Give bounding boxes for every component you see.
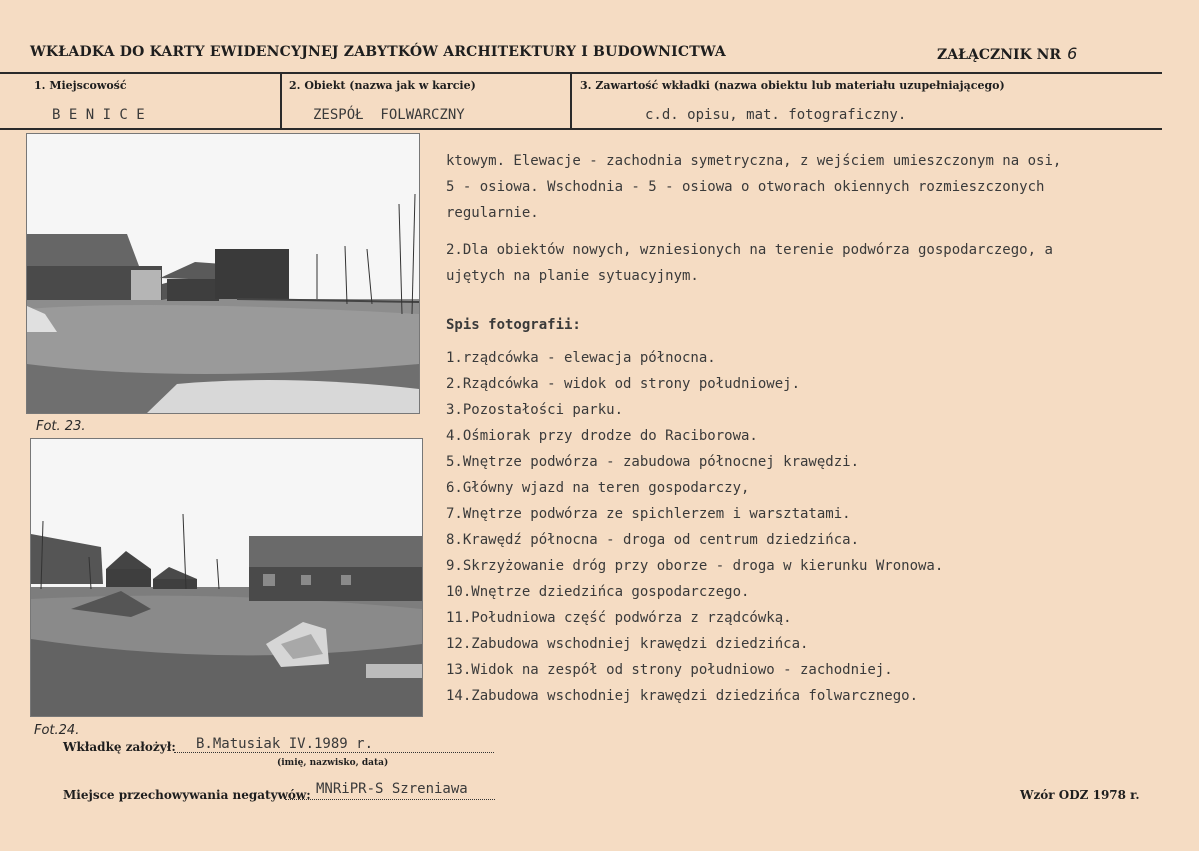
photo-list [446,345,943,709]
photo-23-image [27,134,419,413]
form-version-note: Wzór ODZ 1978 r. [1020,788,1140,802]
photo-list-item: 10.Wnętrze dziedzińca gospodarczego. [446,584,750,600]
photo-23-caption: Fot. 23. [36,419,86,434]
paragraph-1 [446,148,1061,226]
storage-label: Miejsce przechowywania negatywów: [63,788,311,802]
annex-label [937,44,1077,63]
photo-list-heading: Spis fotografii: [446,317,581,333]
photo-list-item: 4.Ośmiorak przy drodze do Raciborowa. [446,428,758,444]
header-rule-top [0,72,1162,74]
locality-label: 1. Miejscowość [34,79,127,92]
photo-list-item: 2.Rządcówka - widok od strony południowej. [446,376,801,392]
photo-list-item: 12.Zabudowa wschodniej krawędzi dziedzińca. [446,636,809,652]
storage-value: MNRiPR-S Szreniawa [316,781,468,797]
founder-note: (imię, nazwisko, data) [277,758,389,768]
paragraph-2-line: 2.Dla obiektów nowych, wzniesionych na terenie podwórza gospodarczego, a [446,242,1053,258]
description-continued [446,148,1061,226]
photo-24-caption: Fot.24. [34,723,80,738]
founder-value: B.Matusiak IV.1989 r. [196,736,374,752]
photo-list-item: 8.Krawędź północna - droga od centrum dziedzińca. [446,532,860,548]
locality-value: B E N I C E [52,107,145,123]
photo-list-item: 11.Południowa część podwórza z rządcówką. [446,610,792,626]
paragraph-1-line: 5 - osiowa. Wschodnia - 5 - osiowa o otworach okiennych rozmieszczonych [446,179,1045,195]
content-value: c.d. opisu, mat. fotograficzny. [645,107,907,123]
photo-list-item: 13.Widok na zespół od strony południowo - zachodniej. [446,662,893,678]
field-divider-2 [570,72,572,128]
photo-list-item: 9.Skrzyżowanie dróg przy oborze - droga w kierunku Wronowa. [446,558,944,574]
field-divider-1 [280,72,282,128]
photo-23 [26,133,420,414]
photo-list-item: 5.Wnętrze podwórza - zabudowa północnej krawędzi. [446,454,860,470]
photo-list-item: 6.Główny wjazd na teren gospodarczy, [446,480,750,496]
founder-label: Wkładkę założył: [63,740,176,754]
form-title: WKŁADKA DO KARTY EWIDENCYJNEJ ZABYTKÓW ARCHITEKTURY I BUDOWNICTWA [30,44,726,60]
paragraph-2-line: ujętych na planie sytuacyjnym. [446,268,699,284]
header-rule-bottom [0,128,1162,130]
paragraph-1-line: regularnie. [446,205,539,221]
object-label: 2. Obiekt (nazwa jak w karcie) [289,79,476,92]
storage-dotted-line [285,798,495,800]
paragraph-1-line: ktowym. Elewacje - zachodnia symetryczna, z wejściem umieszczonym na osi, [446,153,1062,169]
annex-number: 6 [1067,44,1078,63]
photo-list-item: 7.Wnętrze podwórza ze spichlerzem i warsztatami. [446,506,851,522]
annex-label-text: ZAŁĄCZNIK NR [937,47,1062,63]
photo-list-item: 14.Zabudowa wschodniej krawędzi dziedzińca folwarcznego. [446,688,919,704]
photo-24 [30,438,423,717]
paragraph-2 [446,237,1053,289]
object-value: ZESPÓŁ FOLWARCZNY [313,107,465,123]
photo-list-item: 1.rządcówka - elewacja północna. [446,350,716,366]
content-label: 3. Zawartość wkładki (nazwa obiektu lub materiału uzupełniającego) [580,79,1005,92]
photo-24-image [31,439,422,716]
photo-list-item: 3.Pozostałości parku. [446,402,624,418]
